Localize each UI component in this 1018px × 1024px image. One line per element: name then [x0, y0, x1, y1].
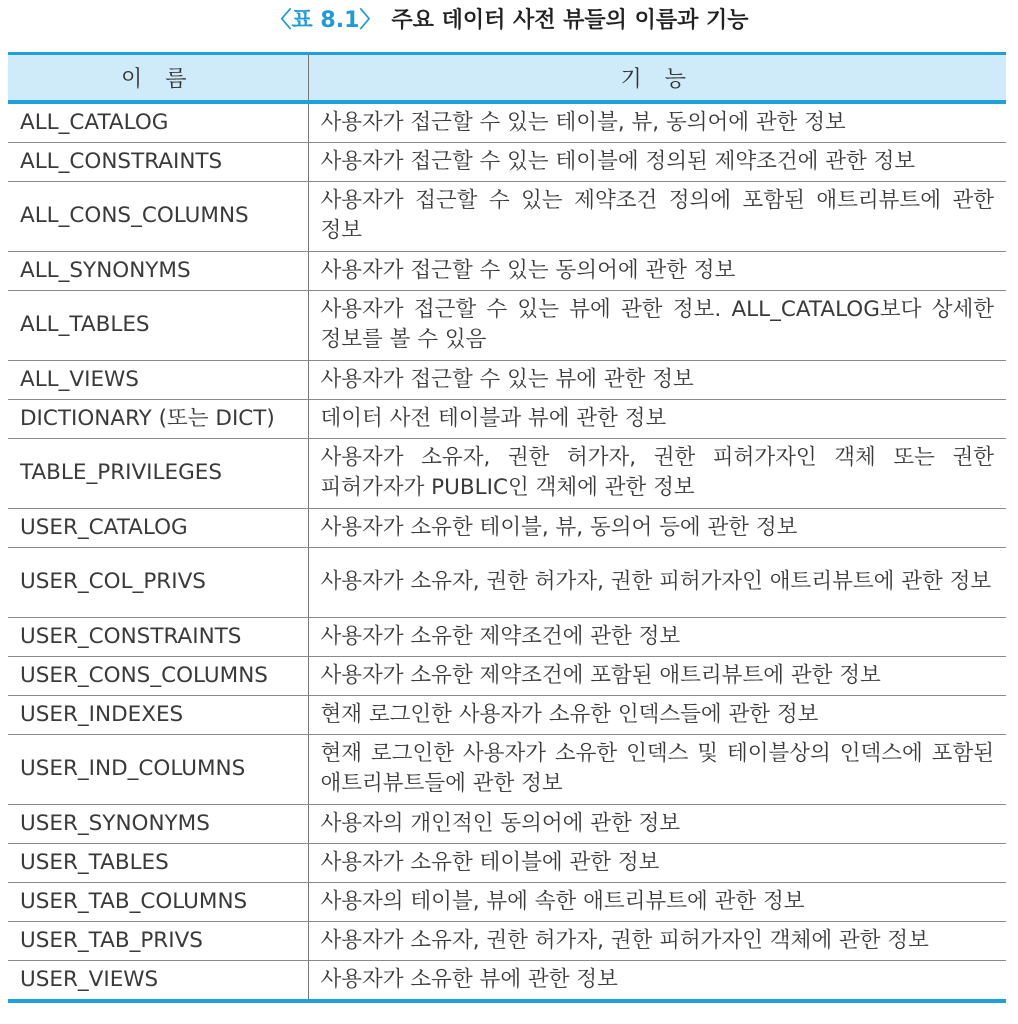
view-name-cell: DICTIONARY (또는 DICT) — [8, 399, 308, 438]
view-name-cell: USER_TAB_PRIVS — [8, 921, 308, 960]
view-desc-cell: 데이터 사전 테이블과 뷰에 관한 정보 — [308, 399, 1006, 438]
data-dictionary-table — [8, 52, 1006, 1003]
view-desc-cell: 사용자가 접근할 수 있는 테이블에 정의된 제약조건에 관한 정보 — [308, 142, 1006, 181]
header-name: 이 름 — [8, 54, 308, 102]
table-row — [8, 843, 1006, 882]
view-name-cell: USER_IND_COLUMNS — [8, 734, 308, 804]
table-row — [8, 617, 1006, 656]
table-row — [8, 290, 1006, 360]
view-name-cell: USER_TABLES — [8, 843, 308, 882]
view-name-cell: USER_CATALOG — [8, 508, 308, 547]
table-row — [8, 102, 1006, 143]
caption-label: 〈표 8.1〉 — [269, 8, 382, 33]
view-name-cell: ALL_CONS_COLUMNS — [8, 181, 308, 251]
view-name-cell: TABLE_PRIVILEGES — [8, 438, 308, 508]
table-row — [8, 508, 1006, 547]
table-row — [8, 181, 1006, 251]
table-row — [8, 438, 1006, 508]
table-row — [8, 251, 1006, 290]
view-desc-cell: 사용자의 테이블, 뷰에 속한 애트리뷰트에 관한 정보 — [308, 882, 1006, 921]
table-row — [8, 960, 1006, 1001]
view-desc-cell: 사용자가 소유자, 권한 허가자, 권한 피허가자인 객체 또는 권한 피허가자가 PUBLIC인 객체에 관한 정보 — [308, 438, 1006, 508]
header-function: 기 능 — [308, 54, 1006, 102]
table-row — [8, 695, 1006, 734]
view-desc-cell: 사용자가 소유한 제약조건에 관한 정보 — [308, 617, 1006, 656]
view-name-cell: USER_CONS_COLUMNS — [8, 656, 308, 695]
view-desc-cell: 사용자가 접근할 수 있는 테이블, 뷰, 동의어에 관한 정보 — [308, 102, 1006, 143]
view-name-cell: ALL_SYNONYMS — [8, 251, 308, 290]
view-desc-cell: 현재 로그인한 사용자가 소유한 인덱스들에 관한 정보 — [308, 695, 1006, 734]
view-name-cell: ALL_VIEWS — [8, 360, 308, 399]
view-name-cell: USER_SYNONYMS — [8, 804, 308, 843]
table-row — [8, 804, 1006, 843]
table-caption — [0, 4, 1018, 38]
view-desc-cell: 사용자가 소유자, 권한 허가자, 권한 피허가자인 객체에 관한 정보 — [308, 921, 1006, 960]
view-name-cell: ALL_CATALOG — [8, 102, 308, 143]
view-desc-cell: 사용자의 개인적인 동의어에 관한 정보 — [308, 804, 1006, 843]
view-desc-cell: 현재 로그인한 사용자가 소유한 인덱스 및 테이블상의 인덱스에 포함된 애트리뷰트들에 관한 정보 — [308, 734, 1006, 804]
view-name-cell: USER_CONSTRAINTS — [8, 617, 308, 656]
table-row — [8, 921, 1006, 960]
view-desc-cell: 사용자가 소유한 테이블에 관한 정보 — [308, 843, 1006, 882]
view-name-cell: ALL_TABLES — [8, 290, 308, 360]
view-desc-cell: 사용자가 접근할 수 있는 동의어에 관한 정보 — [308, 251, 1006, 290]
view-desc-cell: 사용자가 소유한 뷰에 관한 정보 — [308, 960, 1006, 1001]
table-row — [8, 399, 1006, 438]
table-row — [8, 734, 1006, 804]
view-desc-cell: 사용자가 소유자, 권한 허가자, 권한 피허가자인 애트리뷰트에 관한 정보 — [308, 547, 1006, 617]
header-row — [8, 54, 1006, 102]
caption-title: 주요 데이터 사전 뷰들의 이름과 기능 — [391, 8, 749, 33]
view-name-cell: USER_VIEWS — [8, 960, 308, 1001]
table-body — [8, 102, 1006, 1001]
view-name-cell: USER_COL_PRIVS — [8, 547, 308, 617]
table-header — [8, 54, 1006, 102]
table-row — [8, 882, 1006, 921]
table-row — [8, 360, 1006, 399]
view-desc-cell: 사용자가 접근할 수 있는 뷰에 관한 정보. ALL_CATALOG보다 상세한 정보를 볼 수 있음 — [308, 290, 1006, 360]
view-name-cell: USER_INDEXES — [8, 695, 308, 734]
view-name-cell: ALL_CONSTRAINTS — [8, 142, 308, 181]
view-desc-cell: 사용자가 접근할 수 있는 제약조건 정의에 포함된 애트리뷰트에 관한 정보 — [308, 181, 1006, 251]
table-row — [8, 656, 1006, 695]
view-desc-cell: 사용자가 소유한 제약조건에 포함된 애트리뷰트에 관한 정보 — [308, 656, 1006, 695]
view-name-cell: USER_TAB_COLUMNS — [8, 882, 308, 921]
table-row — [8, 142, 1006, 181]
view-desc-cell: 사용자가 소유한 테이블, 뷰, 동의어 등에 관한 정보 — [308, 508, 1006, 547]
table-row — [8, 547, 1006, 617]
view-desc-cell: 사용자가 접근할 수 있는 뷰에 관한 정보 — [308, 360, 1006, 399]
